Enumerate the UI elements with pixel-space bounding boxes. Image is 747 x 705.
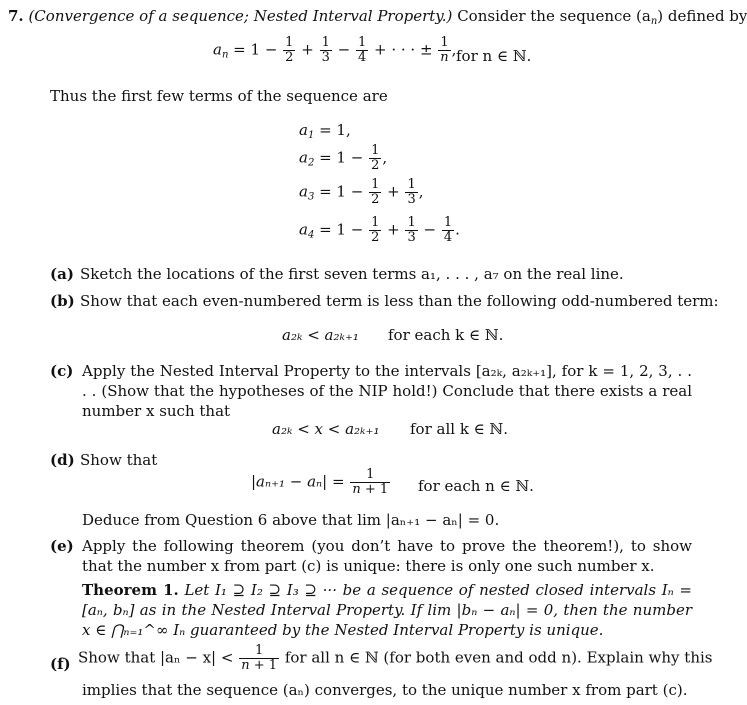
theorem-block [82,580,692,640]
part-a-text: Sketch the locations of the first seven terms a₁, . . . , a₇ on the real line. [80,265,624,283]
problem-number: 7. [8,7,24,25]
few-terms-text: Thus the first few terms of the sequence are [50,87,388,105]
term-a2: $a_2 = 1$ − $\frac{1}{2}$ , [299,143,388,173]
part-f-line2: implies that the sequence (aₙ) converges, to the unique number x from part (c). [82,681,688,699]
term-a1: $a_1 = 1$, [299,121,351,141]
part-e-label: (e) [50,537,74,555]
part-d-lhs: |aₙ₊₁ − aₙ| = [251,472,345,491]
term-a3: $a_3 = 1$ − $\frac{1}{2}$ + $\frac{1}{3}$ , [299,177,424,207]
part-c-label: (c) [50,362,74,380]
part-f-pre: Show that |aₙ − x| < [78,648,234,667]
part-d-label: (d) [50,451,75,469]
sequence-definition: $a_n = 1$ − $\frac{1}{2}$ + $\frac{1}{3}$ − $\frac{1}{4}$ + · · · ± $\frac{1}{n}$ , [213,35,457,65]
part-d-condition: for each n ∈ ℕ. [418,477,534,495]
part-b-formula: a₂ₖ < a₂ₖ₊₁ [282,326,359,344]
term-a4: $a_4 = 1$ − $\frac{1}{2}$ + $\frac{1}{3}$ − $\frac{1}{4}$ . [299,215,460,245]
part-c-text: Apply the Nested Interval Property to the intervals [a₂ₖ, a₂ₖ₊₁], for k = 1, 2, 3, . . . . (Show that the hypotheses of the NIP hold!) Conclude that there exists a real number x such that [82,362,692,420]
problem-title: (Convergence of a sequence; Nested Interval Property.) [28,7,453,25]
problem-intro: Consider the sequence (a [457,7,651,25]
part-b-text: Show that each even-numbered term is less than the following odd-numbered term: [80,292,719,310]
part-d-formula: |aₙ₊₁ − aₙ| = $\frac{1}{n + 1}$ [251,467,389,497]
theorem-label: Theorem 1. [82,581,179,599]
part-e-text: Apply the following theorem (you don’t have to prove the theorem!), to show that the number x from part (c) is unique: there is only one such number x. [82,537,692,575]
part-b-label: (b) [50,292,75,310]
part-c-formula: a₂ₖ < x < a₂ₖ₊₁ [272,420,380,438]
definition-condition: for n ∈ ℕ. [456,47,532,65]
part-d-deduce: Deduce from Question 6 above that lim |aₙ₊₁ − aₙ| = 0. [82,511,500,529]
part-b-condition: for each k ∈ ℕ. [388,326,504,344]
part-c-condition: for all k ∈ ℕ. [410,420,509,438]
problem-heading: 7. (Convergence of a sequence; Nested Interval Property.) Consider the sequence $(a_n)$ defined by [8,7,747,27]
part-f-line1: Show that |aₙ − x| < $\frac{1}{n + 1}$ for all n ∈ ℕ (for both even and odd n). Explain why this [78,643,713,673]
part-a-label: (a) [50,265,74,283]
problem-intro-end: ) defined by [657,7,747,25]
theorem-text: Let I₁ ⊇ I₂ ⊇ I₃ ⊇ ··· be a sequence of nested closed intervals Iₙ = [aₙ, bₙ] as in the Nested Interval Property. If lim |bₙ − aₙ| = 0, then the number x ∈ ⋂ₙ₌₁^∞ Iₙ guaranteed by the Nested Interval Property is unique. [82,581,692,639]
part-d-text: Show that [80,451,158,469]
part-f-post: for all n ∈ ℕ (for both even and odd n). Explain why this [284,648,713,667]
part-f-label: (f) [50,655,71,673]
